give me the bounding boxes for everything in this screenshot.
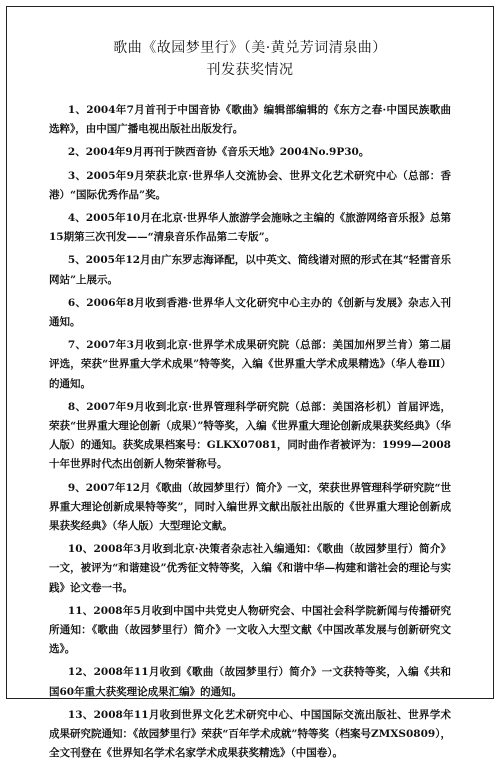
entry-item: 11、2008年5月收到中国中共党史人物研究会、中国社会科学院新闻与传播研究所通知：《歌曲（故园梦里行）简介》一文收入大型文献《中国改革发展与创新研究文选》。 (49, 604, 451, 656)
document-subtitle: 刊发获奖情况 (206, 62, 294, 78)
entry-item: 8、2007年9月收到北京·世界管理科学研究院（总部：美国洛杉机）首届评选，荣获“世界重大理论创新（成果）”特等奖，入编《世界重大理论创新成果获奖经典》（华人版）的通知。获奖成果档案号：GLKX07081，同时曲作者被评为：1999—2008十年世界时代杰出创新人物荣誉称号。 (49, 400, 451, 471)
entry-item: 10、2008年3月收到北京·决策者杂志社入编通知：《歌曲（故园梦里行）简介》一文，被评为“和谐建设”优秀征文特等奖，入编《和谐中华—构建和谐社会的理论与实践》论文卷一书。 (49, 543, 451, 594)
entry-item: 4、2005年10月在北京·世界华人旅游学会施咏之主编的《旅游网络音乐报》总第15期第三次刊发——“清泉音乐作品第二专版”。 (49, 212, 451, 244)
document-page (6, 6, 494, 760)
entry-item: 9、2007年12月《歌曲（故园梦里行）简介》一文，荣获世界管理科学研究院“世界重大理论创新成果特等奖”，同时入编世界文献出版社出版的《世界重大理论创新成果获奖经典》（华人版）大型理论文献。 (49, 481, 451, 533)
entry-item: 1、2004年7月首刊于中国音协《歌曲》编辑部编辑的《东方之春·中国民族歌曲选粹》，由中国广播电视出版社出版发行。 (49, 104, 451, 136)
entry-item: 3、2005年9月荣获北京·世界华人交流协会、世界文化艺术研究中心（总部：香港）“国际优秀作品”奖。 (49, 169, 451, 201)
document-title: 歌曲《故园梦里行》（美·黄兑芳词清泉曲） (113, 40, 387, 56)
entry-item: 6、2006年8月收到香港·世界华人文化研究中心主办的《创新与发展》杂志入刊通知。 (49, 296, 451, 329)
entry-item: 2、2004年9月再刊于陕西音协《音乐天地》2004No.9P30。 (67, 146, 370, 159)
entry-item: 12、2008年11月收到《歌曲（故园梦里行）简介》一文获特等奖，入编《共和国60年重大获奖理论成果汇编》的通知。 (49, 666, 451, 698)
entry-item: 7、2007年3月收到北京·世界学术成果研究院（总部：美国加州罗兰肯）第二届评选，荣获“世界重大学术成果”特等奖，入编《世界重大学术成果精选》（华人卷Ⅲ）的通知。 (49, 339, 451, 390)
entry-item: 13、2008年11月收到世界文化艺术研究中心、中国国际交流出版社、世界学术成果研究院通知：《故园梦里行》荣获“百年学术成就”特等奖（档案号ZMXS0809），全文刊登在《世界知名学术名家学术成果获奖精选》（中国卷）。 (49, 708, 451, 760)
entries-list (49, 101, 451, 768)
entry-item: 5、2005年12月由广东罗志海译配，以中英文、简线谱对照的形式在其“轻雷音乐网站”上展示。 (49, 254, 451, 286)
